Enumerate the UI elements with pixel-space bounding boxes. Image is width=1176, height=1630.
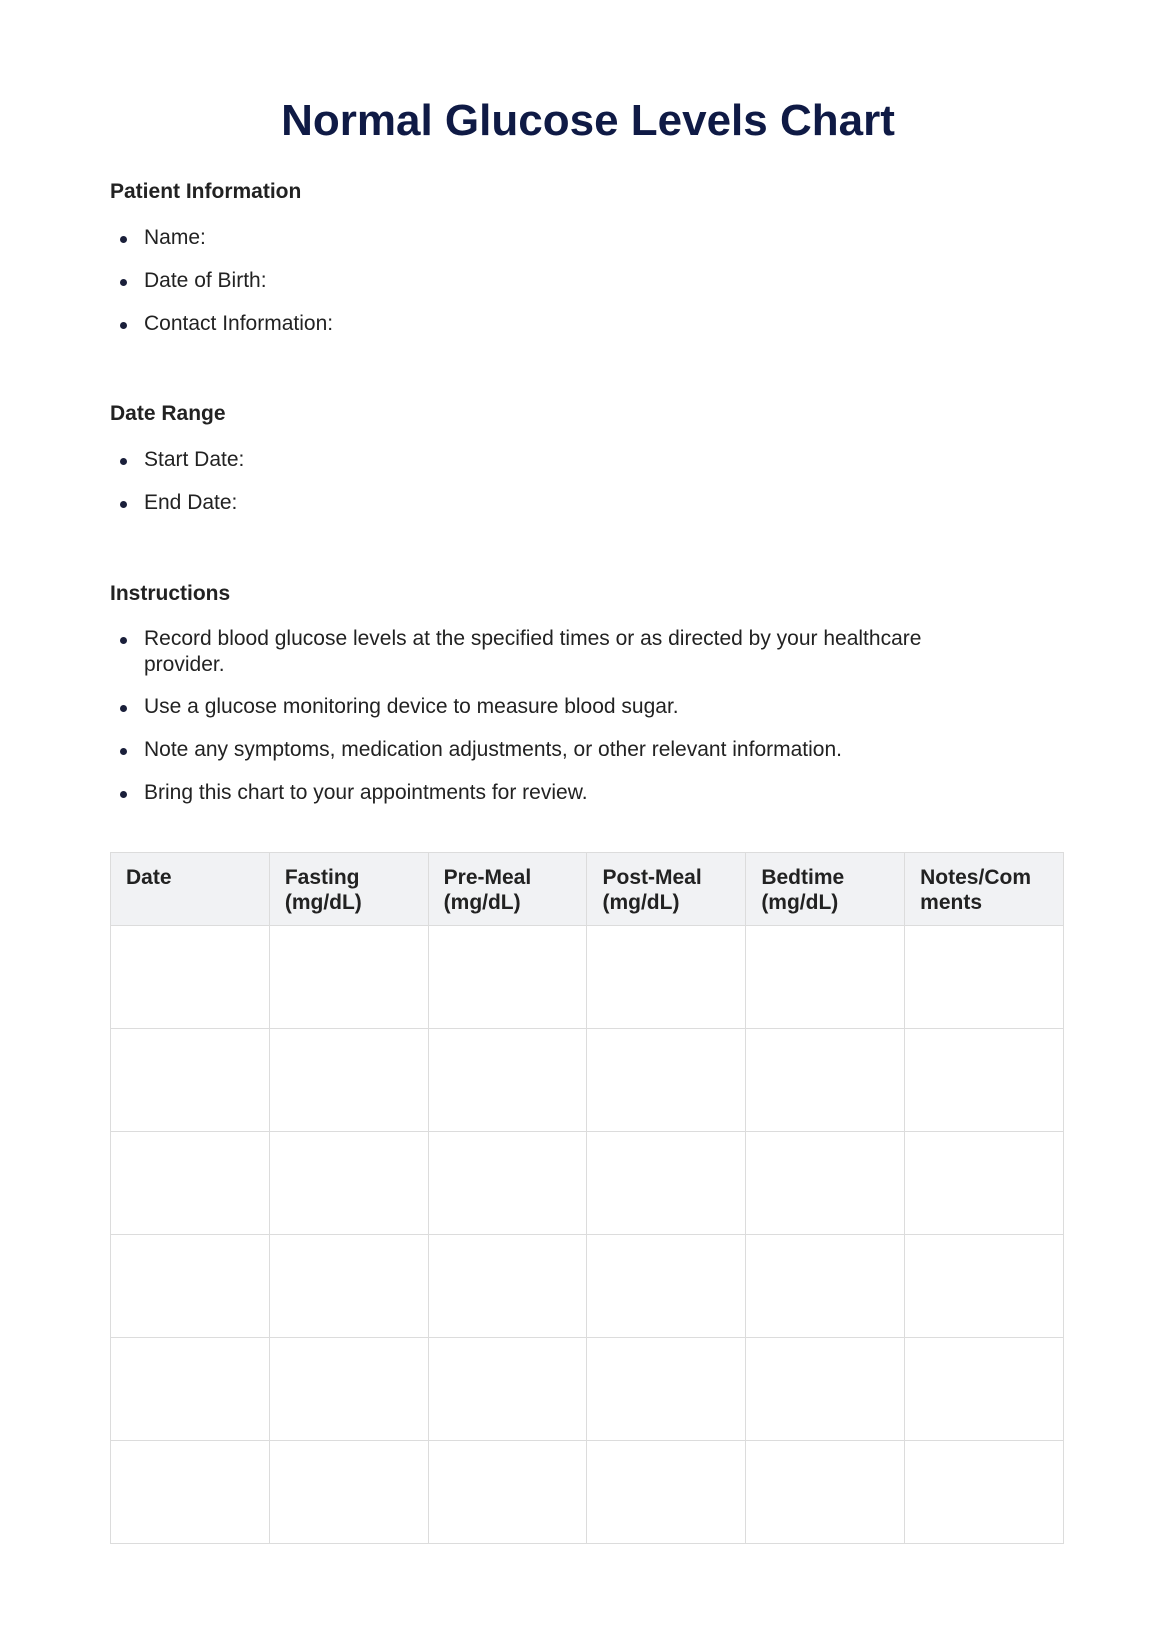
glucose-log-table [110,852,1064,1544]
cell-fasting[interactable] [269,1441,428,1544]
end-date-field: End Date: [110,490,1010,516]
cell-notes[interactable] [905,1029,1064,1132]
date-of-birth-field: Date of Birth: [110,268,1010,294]
table-row [111,926,1064,1029]
cell-bedtime[interactable] [746,1235,905,1338]
cell-fasting[interactable] [269,1029,428,1132]
table-row [111,1338,1064,1441]
cell-notes[interactable] [905,1441,1064,1544]
cell-date[interactable] [111,1029,270,1132]
patient-information-list [110,225,1010,337]
table-row [111,1132,1064,1235]
cell-pre-meal[interactable] [428,1132,587,1235]
cell-bedtime[interactable] [746,1441,905,1544]
header-date: Date [111,853,270,926]
cell-fasting[interactable] [269,926,428,1029]
instruction-item: Use a glucose monitoring device to measure blood sugar. [110,694,990,720]
instruction-item: Note any symptoms, medication adjustments, or other relevant information. [110,737,990,763]
table-header-row [111,853,1064,926]
cell-bedtime[interactable] [746,1029,905,1132]
cell-bedtime[interactable] [746,926,905,1029]
cell-fasting[interactable] [269,1338,428,1441]
cell-pre-meal[interactable] [428,1441,587,1544]
header-notes: Notes/Comments [905,853,1064,926]
cell-notes[interactable] [905,1235,1064,1338]
instructions-heading: Instructions [110,582,231,605]
cell-date[interactable] [111,1338,270,1441]
cell-bedtime[interactable] [746,1132,905,1235]
contact-information-field: Contact Information: [110,311,1010,337]
table-row [111,1235,1064,1338]
date-range-list [110,447,1010,516]
cell-post-meal[interactable] [587,1441,746,1544]
instruction-item: Bring this chart to your appointments for review. [110,780,990,806]
cell-fasting[interactable] [269,1132,428,1235]
instructions-list [110,626,990,806]
cell-date[interactable] [111,1132,270,1235]
cell-post-meal[interactable] [587,1235,746,1338]
table-row [111,1441,1064,1544]
header-fasting: Fasting (mg/dL) [269,853,428,926]
patient-information-heading: Patient Information [110,180,302,203]
date-range-heading: Date Range [110,402,226,425]
cell-fasting[interactable] [269,1235,428,1338]
cell-notes[interactable] [905,1338,1064,1441]
cell-post-meal[interactable] [587,926,746,1029]
cell-pre-meal[interactable] [428,926,587,1029]
cell-date[interactable] [111,1441,270,1544]
cell-post-meal[interactable] [587,1338,746,1441]
header-pre-meal: Pre-Meal (mg/dL) [428,853,587,926]
table-row [111,1029,1064,1132]
cell-notes[interactable] [905,926,1064,1029]
instruction-item: Record blood glucose levels at the specified times or as directed by your healthcare provider. [110,626,990,678]
cell-post-meal[interactable] [587,1132,746,1235]
cell-date[interactable] [111,1235,270,1338]
cell-pre-meal[interactable] [428,1235,587,1338]
start-date-field: Start Date: [110,447,1010,473]
cell-date[interactable] [111,926,270,1029]
cell-pre-meal[interactable] [428,1338,587,1441]
cell-post-meal[interactable] [587,1029,746,1132]
name-field: Name: [110,225,1010,251]
page-title: Normal Glucose Levels Chart [281,96,895,145]
cell-notes[interactable] [905,1132,1064,1235]
cell-pre-meal[interactable] [428,1029,587,1132]
cell-bedtime[interactable] [746,1338,905,1441]
header-post-meal: Post-Meal (mg/dL) [587,853,746,926]
header-bedtime: Bedtime (mg/dL) [746,853,905,926]
